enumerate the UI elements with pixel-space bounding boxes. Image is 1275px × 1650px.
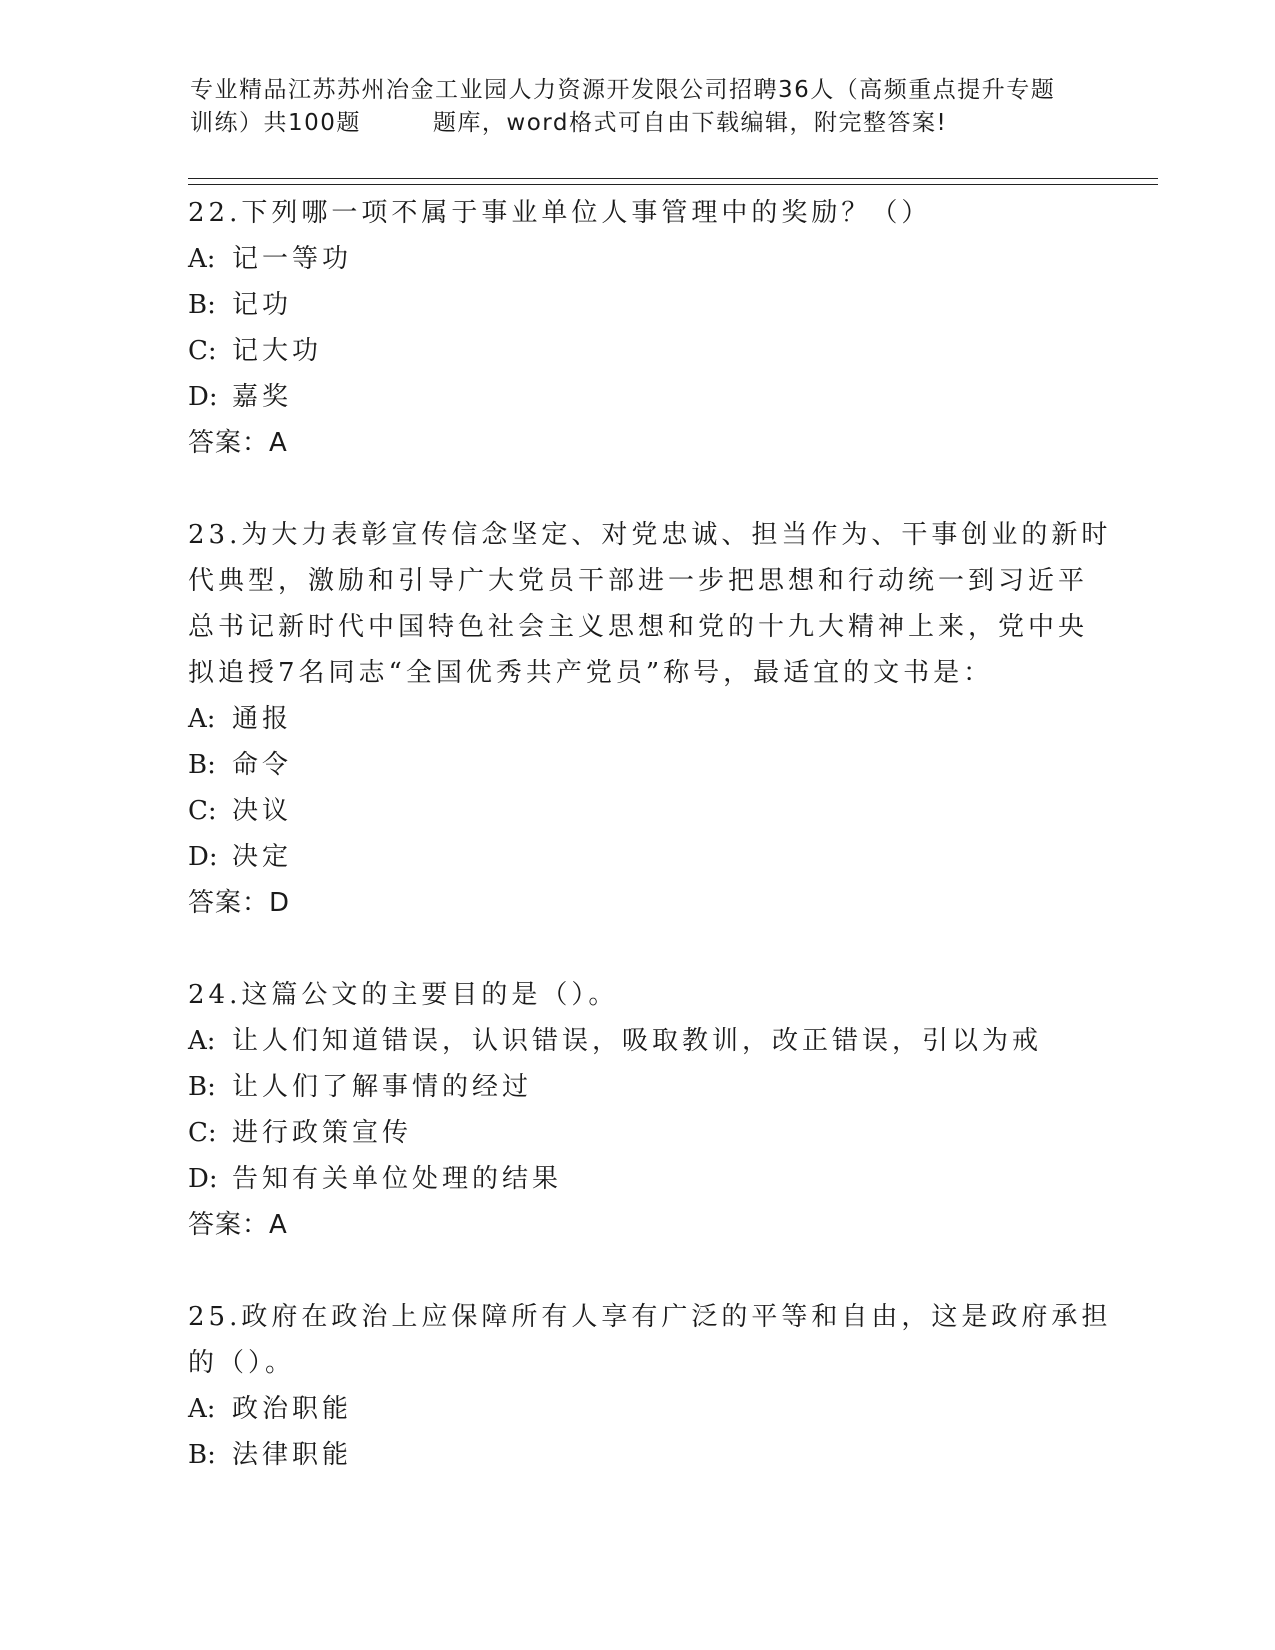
option-item [188,742,1088,788]
option-letter: B: [188,290,216,320]
header-title-line-1: 专业精品江苏苏州冶金工业园人力资源开发限公司招聘36人（高频重点提升专题 [190,77,1056,103]
answer-line: 答案：A [188,428,288,458]
option-letter: C: [188,336,217,366]
option-letter: A: [188,244,216,274]
answer-line: 答案：D [188,888,291,918]
option-text: 命令 [232,750,293,780]
option-item [188,1018,1088,1064]
option-text: 让人们知道错误，认识错误，吸取教训，改正错误，引以为戒 [232,1026,1043,1056]
option-item [188,1156,1088,1202]
question-stem-line: 代典型，激励和引导广大党员干部进一步把思想和行动统一到习近平 [188,566,1089,596]
option-item [188,788,1088,834]
option-letter: B: [188,750,216,780]
option-item [188,328,1088,374]
option-letter: A: [188,1026,216,1056]
option-item [188,834,1088,880]
option-text: 记功 [232,290,293,320]
header-divider-bottom [188,184,1158,185]
option-text: 进行政策宣传 [232,1118,413,1148]
option-letter: C: [188,1118,217,1148]
option-letter: B: [188,1440,216,1470]
option-letter: D: [188,382,218,412]
option-text: 记一等功 [232,244,353,274]
document-header [190,74,1090,140]
option-letter: A: [188,704,216,734]
option-text: 决议 [232,796,293,826]
question-stem-line: 25.政府在政治上应保障所有人享有广泛的平等和自由，这是政府承担 [188,1302,1112,1332]
answer-line: 答案：A [188,1210,288,1240]
question-list [188,190,1112,1524]
option-text: 通报 [232,704,293,734]
option-item [188,374,1088,420]
question-block [188,972,1088,1248]
question-stem-line: 的（）。 [188,1348,296,1378]
header-title-line-2 [190,107,1090,140]
option-item [188,1064,1088,1110]
question-stem-line: 23.为大力表彰宣传信念坚定、对党忠诚、担当作为、干事创业的新时 [188,520,1112,550]
option-letter: B: [188,1072,216,1102]
question-block [188,190,1088,466]
question-stem-line: 总书记新时代中国特色社会主义思想和党的十九大精神上来，党中央 [188,612,1089,642]
question-stem-line: 拟追授7名同志“全国优秀共产党员”称号，最适宜的文书是： [188,658,994,688]
option-text: 告知有关单位处理的结果 [232,1164,563,1194]
option-text: 决定 [232,842,293,872]
header-title-part-1: 训练）共100题 [190,110,361,136]
option-text: 记大功 [232,336,323,366]
header-title-part-2: 题库，word格式可自由下载编辑，附完整答案! [432,110,948,136]
question-block [188,512,1112,926]
option-letter: D: [188,842,218,872]
option-letter: A: [188,1394,216,1424]
question-stem-line: 22.下列哪一项不属于事业单位人事管理中的奖励？（） [188,198,932,228]
question-block [188,1294,1112,1478]
question-stem-line: 24.这篇公文的主要目的是（）。 [188,980,619,1010]
option-item [188,1110,1088,1156]
option-item [188,236,1088,282]
option-text: 政治职能 [232,1394,353,1424]
option-item [188,282,1088,328]
option-item [188,696,1088,742]
header-divider-top [188,178,1158,179]
option-text: 让人们了解事情的经过 [232,1072,533,1102]
option-text: 法律职能 [232,1440,353,1470]
option-item [188,1386,1088,1432]
option-text: 嘉奖 [232,382,293,412]
option-letter: C: [188,796,217,826]
option-letter: D: [188,1164,218,1194]
option-item [188,1432,1088,1478]
